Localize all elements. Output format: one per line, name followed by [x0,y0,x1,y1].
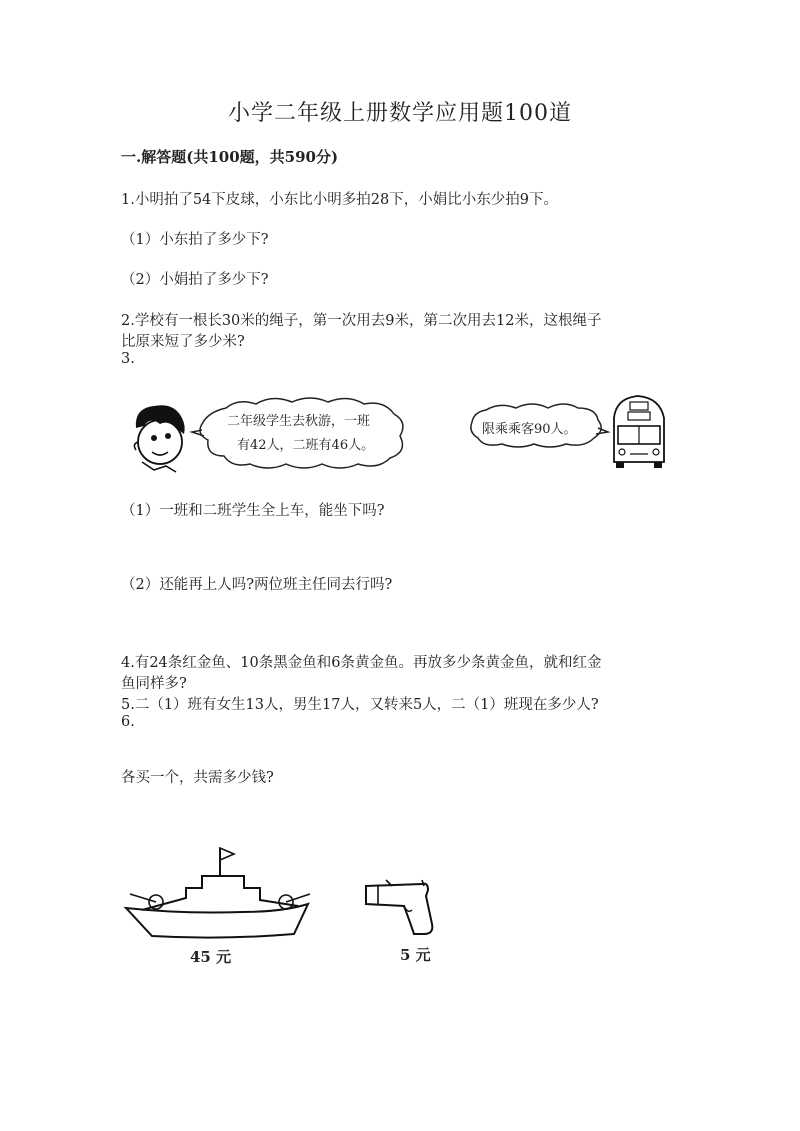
question-1: 1.小明拍了54下皮球，小东比小明多拍28下，小娟比小东少拍9下。 [121,192,558,208]
question-4-line-1: 4.有24条红金鱼、10条黑金鱼和6条黄金鱼。再放多少条黄金鱼，就和红金 [121,655,602,671]
bubble-left-line-2: 有42人，二班有46人。 [237,438,375,453]
question-6-text: 各买一个，共需多少钱? [121,770,274,786]
ship-price: 45 元 [190,948,232,966]
question-5: 5.二（1）班有女生13人，男生17人，又转来5人，二（1）班现在多少人? [121,697,599,713]
question-1-part-2: （2）小娟拍了多少下? [121,272,269,288]
toy-gun-price: 5 元 [400,946,431,964]
question-6-number: 6. [121,714,135,730]
question-3-part-2: （2）还能再上人吗?两位班主任同去行吗? [121,577,393,593]
bubble-right-text: 限乘乘客90人。 [482,422,577,437]
bubble-left-line-1: 二年级学生去秋游，一班 [227,414,371,429]
question-2-line-2: 比原来短了多少米? [121,334,245,350]
boy-face-illustration [124,398,194,474]
page-title: 小学二年级上册数学应用题100道 [228,101,572,126]
question-3-number: 3. [121,351,135,367]
toy-gun-illustration [362,880,446,938]
question-3-part-1: （1）一班和二班学生全上车，能坐下吗? [121,503,385,519]
bus-illustration [608,392,670,472]
question-1-part-1: （1）小东拍了多少下? [121,232,269,248]
question-2-line-1: 2.学校有一根长30米的绳子，第一次用去9米，第二次用去12米，这根绳子 [121,313,602,329]
ship-illustration [122,846,312,940]
section-heading: 一.解答题(共100题，共590分) [121,148,339,166]
question-4-line-2: 鱼同样多? [121,676,187,692]
